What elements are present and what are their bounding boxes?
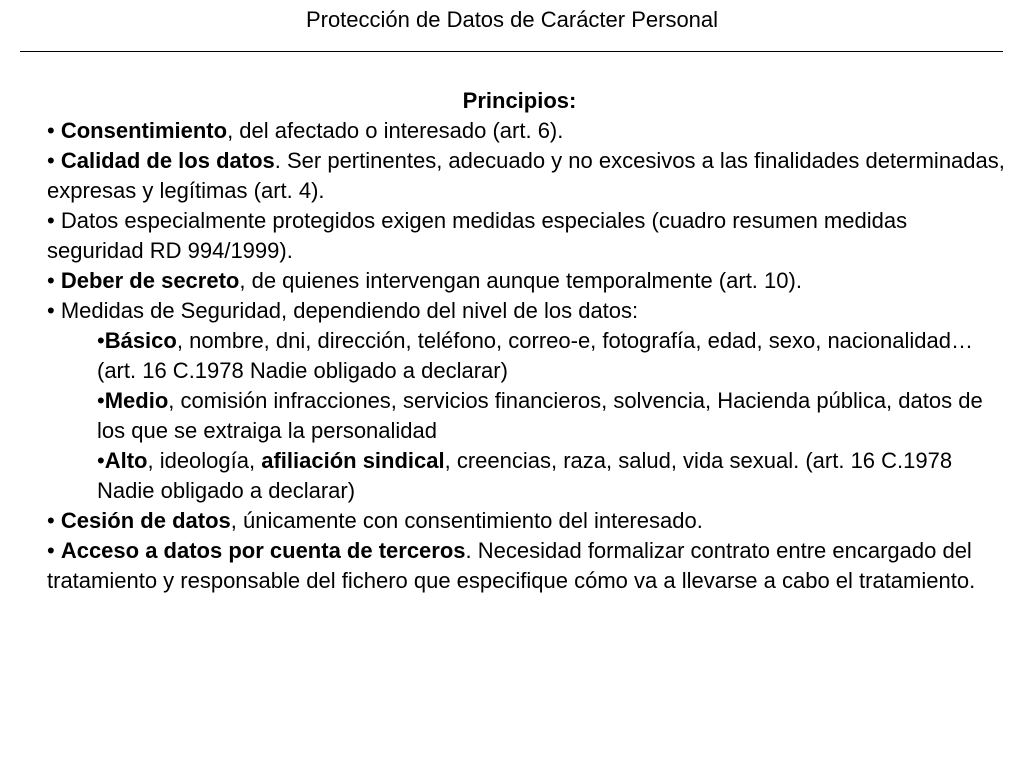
level-text: , creencias, raza, salud, vida sexual. (art. 16 C.1978 Nadie obligado a declarar) <box>97 448 953 503</box>
principle-term: Consentimiento <box>60 118 228 143</box>
principle-quality <box>47 146 1007 206</box>
level-medium: •Medio, comisión infracciones, servicios financieros, solvencia, Hacienda pública, datos de los que se extraiga la personalidad <box>97 388 983 443</box>
slide-content <box>47 86 1007 596</box>
bullet: • <box>47 208 61 233</box>
level-text: , nombre, dni, dirección, teléfono, correo-e, fotografía, edad, sexo, nacionalidad…(art. 16 C.1978 Nadie obligado a declarar) <box>97 328 973 383</box>
level-high: •Alto, ideología, afiliación sindical, creencias, raza, salud, vida sexual. (art. 16 C.1978 Nadie obligado a declarar) <box>97 448 953 503</box>
level-term: Medio <box>104 388 169 413</box>
principle-text: Datos especialmente protegidos exigen medidas especiales (cuadro resumen medidas seguridad RD 994/1999). <box>47 208 908 263</box>
principle-text: . Ser pertinentes, adecuado y no excesivos a las finalidades determinadas, expresas y legítimas (art. 4). <box>47 148 1005 203</box>
principles-heading: Principios: <box>462 88 577 113</box>
principle-transfer <box>47 506 1007 536</box>
page-title: Protección de Datos de Carácter Personal <box>305 7 719 32</box>
level-term: Alto <box>104 448 148 473</box>
principle-text: . Necesidad formalizar contrato entre encargado del tratamiento y responsable del fichero que especifique cómo va a llevarse a cabo el tratamiento. <box>47 538 976 593</box>
bullet: • <box>47 118 61 143</box>
principle-protected-data <box>47 206 1007 266</box>
bullet: • <box>47 538 61 563</box>
level-basic: •Básico, nombre, dni, dirección, teléfono, correo-e, fotografía, edad, sexo, nacionalidad…(art. 16 C.1978 Nadie obligado a declarar) <box>97 328 973 383</box>
level-term: afiliación sindical <box>261 448 445 473</box>
principle-text: , del afectado o interesado (art. 6). <box>227 118 564 143</box>
bullet: • <box>47 298 61 323</box>
principle-secrecy <box>47 266 1007 296</box>
level-text: , ideología, <box>147 448 262 473</box>
principle-security <box>47 296 1007 326</box>
principle-term: Acceso a datos por cuenta de terceros <box>60 538 466 563</box>
principle-text: , de quienes intervengan aunque temporalmente (art. 10). <box>239 268 802 293</box>
bullet: • <box>47 268 61 293</box>
principle-term: Calidad de los datos <box>60 148 275 173</box>
principle-text: , únicamente con consentimiento del interesado. <box>230 508 703 533</box>
bullet: • <box>47 508 61 533</box>
title-divider <box>20 51 1003 52</box>
level-term: Básico <box>104 328 177 353</box>
bullet: • <box>47 148 61 173</box>
principle-text: Medidas de Seguridad, dependiendo del nivel de los datos: <box>60 298 639 323</box>
principle-term: Cesión de datos <box>60 508 231 533</box>
principle-term: Deber de secreto <box>60 268 240 293</box>
principle-consent <box>47 116 1007 146</box>
principle-third-party-access <box>47 536 1007 596</box>
level-text: , comisión infracciones, servicios financieros, solvencia, Hacienda pública, datos de los que se extraiga la personalidad <box>97 388 983 443</box>
